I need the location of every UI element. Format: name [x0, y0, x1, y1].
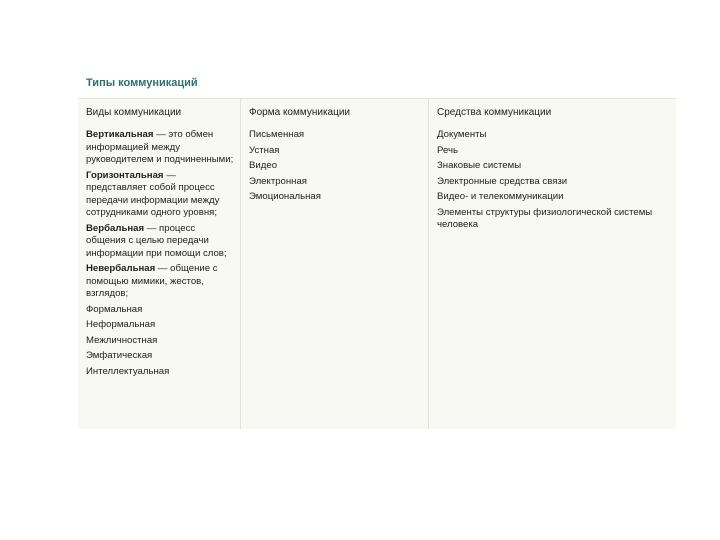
list-item: Устная: [249, 144, 280, 156]
list-item: Эмфатическая: [86, 350, 153, 361]
list-item: Вертикальная — это обмен информацией между руководителем и подчиненными;: [86, 129, 234, 165]
column-means: [428, 99, 676, 429]
column-forms: [240, 99, 429, 429]
list-item: Горизонтальная — представляет собой процесс передачи информации между сотрудниками одного уровня;: [86, 169, 220, 218]
page-title: Типы коммуникаций: [86, 77, 198, 89]
column-header: Средства коммуникации: [437, 107, 552, 118]
list-item: Видео- и телекоммуникации: [437, 191, 564, 202]
list-item: Интеллектуальная: [86, 365, 170, 377]
list-item: Вербальная — процесс общения с целью передачи информации при помощи слов;: [86, 222, 227, 259]
list-item: Документы: [437, 129, 487, 140]
column-header: Виды коммуникации: [86, 107, 182, 118]
list-item: Электронные средства связи: [437, 175, 568, 187]
list-item: Речь: [437, 144, 458, 156]
list-item: Невербальная — общение с помощью мимики, жестов, взглядов;: [86, 263, 218, 299]
list-item: Письменная: [249, 129, 305, 140]
list-item: Видео: [249, 160, 278, 171]
kinds-list: [78, 129, 240, 378]
list-item: Элементы структуры физиологической системы человека: [437, 206, 653, 230]
means-list: [429, 129, 676, 232]
forms-list: [241, 129, 429, 204]
list-item: Знаковые системы: [437, 160, 522, 171]
list-item: Межличностная: [86, 334, 158, 346]
column-header: Форма коммуникации: [249, 107, 351, 118]
communication-types-table: [78, 98, 676, 429]
list-item: Электронная: [249, 175, 308, 187]
list-item: Формальная: [86, 303, 143, 315]
list-item: Эмоциональная: [249, 191, 321, 202]
column-kinds: [78, 99, 240, 429]
list-item: Неформальная: [86, 319, 156, 330]
